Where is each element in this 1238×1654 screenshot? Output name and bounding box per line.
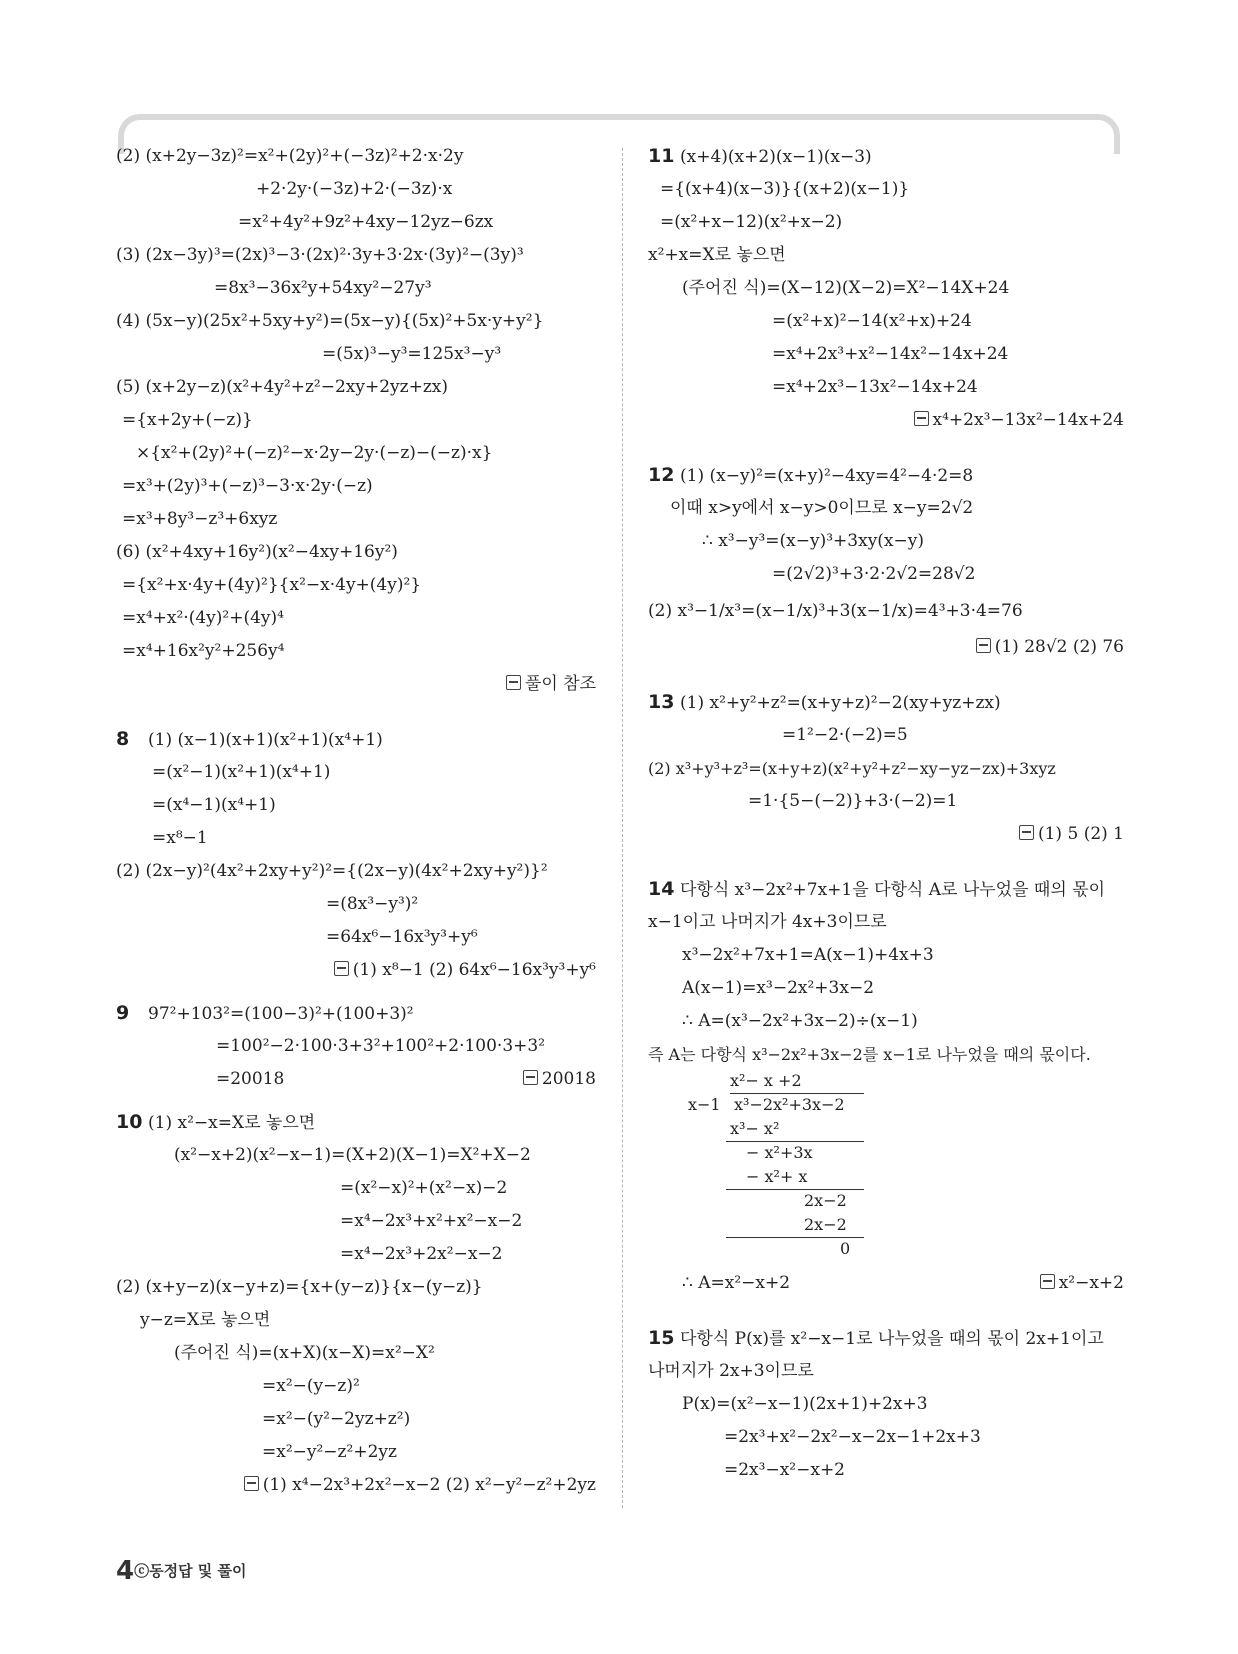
problem-number: 14 [648, 878, 675, 900]
p12-line: =(2√2)³+3·2·2√2=28√2 [772, 564, 976, 584]
p7-line: =x³+8y³−z³+6xyz [122, 509, 278, 529]
division-dividend: x³−2x²+3x−2 [734, 1095, 845, 1114]
division-step: − x²+ x [746, 1167, 808, 1186]
p7-line: (4) (5x−y)(25x²+5xy+y²)=(5x−y){(5x)²+5x·y+y²} [116, 311, 544, 331]
division-step: 2x−2 [804, 1191, 847, 1210]
p10-line: y−z=X로 놓으면 [140, 1310, 271, 1330]
p10-line: =(x²−x)²+(x²−x)−2 [340, 1178, 508, 1198]
p10-answer: (1) x⁴−2x³+2x²−x−2 (2) x²−y²−z²+2yz [116, 1469, 596, 1502]
division-divisor: x−1 [688, 1095, 721, 1114]
p14-line: x³−2x²+7x+1=A(x−1)+4x+3 [682, 945, 934, 965]
problem-number: 10 [116, 1111, 143, 1133]
p14-line: ∴ A=(x³−2x²+3x−2)÷(x−1) [682, 1011, 918, 1031]
p7-answer: 풀이 참조 [116, 668, 596, 701]
p14-line: x−1이고 나머지가 4x+3이므로 [648, 912, 887, 932]
p7-line: (2) (x+2y−3z)²=x²+(2y)²+(−3z)²+2·x·2y [116, 146, 464, 166]
p14-answer: x²−x+2 [1040, 1267, 1124, 1300]
p7-line: (3) (2x−3y)³=(2x)³−3·(2x)²·3y+3·2x·(3y)²−(3y)³ [116, 245, 524, 265]
p8-line: =x⁸−1 [152, 828, 208, 848]
p11-line: =(x²+x−12)(x²+x−2) [660, 212, 843, 232]
p11-line: ={(x+4)(x−3)}{(x+2)(x−1)} [660, 179, 910, 199]
p8-line: =(x²−1)(x²+1)(x⁴+1) [152, 762, 331, 782]
p8-line: 8 (1) (x−1)(x+1)(x²+1)(x⁴+1) [116, 723, 596, 756]
p14-line: ∴ A=x²−x+2 x²−x+2 [648, 1267, 1124, 1300]
p15-line: =2x³+x²−2x²−x−2x−1+2x+3 [724, 1427, 981, 1447]
p10-line: 10 (1) x²−x=X로 놓으면 [116, 1106, 596, 1139]
p9-line: 9 97²+103²=(100−3)²+(100+3)² [116, 997, 596, 1030]
p12-answer: (1) 28√2 (2) 76 [648, 631, 1124, 664]
p14-line: 14 다항식 x³−2x²+7x+1을 다항식 A로 나누었을 때의 몫이 [648, 873, 1124, 906]
division-remainder: 0 [840, 1239, 851, 1258]
p9-line: =20018 20018 [116, 1063, 596, 1096]
p13-answer: (1) 5 (2) 1 [648, 818, 1124, 851]
p8-line: =(x⁴−1)(x⁴+1) [152, 795, 276, 815]
division-quotient: x²− x +2 [730, 1071, 802, 1090]
long-division [688, 1071, 1124, 1267]
p12-line: (2) x³−1/x³=(x−1/x)³+3(x−1/x)=4³+3·4=76 [648, 601, 1023, 621]
p7-line: =x²+4y²+9z²+4xy−12yz−6zx [238, 212, 494, 232]
problem-number: 13 [648, 691, 675, 713]
division-rule [726, 1189, 864, 1190]
p11-line: =x⁴+2x³−13x²−14x+24 [772, 377, 978, 397]
division-step: − x²+3x [746, 1143, 813, 1162]
answer-icon [1019, 825, 1034, 840]
p11-line: 11 (x+4)(x+2)(x−1)(x−3) [648, 140, 1124, 173]
p8-line: (2) (2x−y)²(4x²+2xy+y²)²={(2x−y)(4x²+2xy+y²)}² [116, 861, 548, 881]
answer-icon [506, 675, 521, 690]
right-column [648, 140, 1124, 1487]
answer-icon [976, 638, 991, 653]
p7-line: (5) (x+2y−z)(x²+4y²+z²−2xy+2yz+zx) [116, 377, 449, 397]
p15-line: P(x)=(x²−x−1)(2x+1)+2x+3 [682, 1394, 928, 1414]
division-step: x³− x² [730, 1119, 780, 1138]
p13-line: 13 (1) x²+y²+z²=(x+y+z)²−2(xy+yz+zx) [648, 686, 1124, 719]
answer-icon [334, 961, 349, 976]
p15-line: 15 다항식 P(x)를 x²−x−1로 나누었을 때의 몫이 2x+1이고 [648, 1322, 1124, 1355]
p12-line: 이때 x>y에서 x−y>0이므로 x−y=2√2 [670, 498, 974, 518]
p12-line: 12 (1) (x−y)²=(x+y)²−4xy=4²−4·2=8 [648, 459, 1124, 492]
p13-line: (2) x³+y³+z³=(x+y+z)(x²+y²+z²−xy−yz−zx)+3xyz [648, 759, 1056, 778]
p11-line: x²+x=X로 놓으면 [648, 245, 786, 265]
p11-answer: x⁴+2x³−13x²−14x+24 [648, 404, 1124, 437]
p8-answer: (1) x⁸−1 (2) 64x⁶−16x³y³+y⁶ [116, 954, 596, 987]
page-number: 4 [116, 1556, 135, 1586]
p11-line: =x⁴+2x³+x²−14x²−14x+24 [772, 344, 1009, 364]
p9-answer: 20018 [523, 1063, 596, 1096]
p13-line: =1·{5−(−2)}+3·(−2)=1 [748, 791, 958, 811]
p10-line: (x²−x+2)(x²−x−1)=(X+2)(X−1)=X²+X−2 [174, 1145, 531, 1165]
p8-line: =(8x³−y³)² [326, 894, 419, 914]
problem-number: 8 [116, 728, 130, 750]
problem-number: 12 [648, 464, 675, 486]
p10-line: (2) (x+y−z)(x−y+z)={x+(y−z)}{x−(y−z)} [116, 1277, 483, 1297]
division-bar [730, 1093, 864, 1094]
p8-line: =64x⁶−16x³y³+y⁶ [326, 927, 478, 947]
p7-line: =x⁴+x²·(4y)²+(4y)⁴ [122, 608, 284, 628]
p10-line: =x²−(y²−2yz+z²) [262, 1409, 411, 1429]
p7-line: ={x²+x·4y+(4y)²}{x²−x·4y+(4y)²} [122, 575, 422, 595]
problem-number: 15 [648, 1327, 675, 1349]
division-rule [726, 1237, 864, 1238]
p10-line: =x⁴−2x³+2x²−x−2 [340, 1244, 503, 1264]
p11-line: (주어진 식)=(X−12)(X−2)=X²−14X+24 [682, 278, 1010, 298]
p7-line: =8x³−36x²y+54xy²−27y³ [214, 278, 432, 298]
answer-icon [523, 1070, 538, 1085]
p14-line: A(x−1)=x³−2x²+3x−2 [682, 978, 875, 998]
division-step: 2x−2 [804, 1215, 847, 1234]
p10-line: (주어진 식)=(x+X)(x−X)=x²−X² [174, 1343, 435, 1363]
p7-line: ={x+2y+(−z)} [122, 410, 253, 430]
problem-number: 9 [116, 1002, 130, 1024]
p7-line: ×{x²+(2y)²+(−z)²−x·2y−2y·(−z)−(−z)·x} [136, 443, 493, 463]
p7-line: =x³+(2y)³+(−z)³−3·x·2y·(−z) [122, 476, 373, 496]
p15-line: 나머지가 2x+3이므로 [648, 1361, 814, 1381]
division-rule [726, 1141, 864, 1142]
p7-line: +2·2y·(−3z)+2·(−3z)·x [256, 179, 453, 199]
p11-line: =(x²+x)²−14(x²+x)+24 [772, 311, 972, 331]
page-footer [116, 1556, 246, 1586]
p15-line: =2x³−x²−x+2 [724, 1460, 846, 1480]
column-divider [622, 148, 623, 1508]
footer-label: ⓒ동정답 및 풀이 [134, 1562, 247, 1580]
p9-line: =100²−2·100·3+3²+100²+2·100·3+3² [216, 1036, 546, 1056]
p7-line: (6) (x²+4xy+16y²)(x²−4xy+16y²) [116, 542, 398, 562]
p10-line: =x⁴−2x³+x²+x²−x−2 [340, 1211, 523, 1231]
p10-line: =x²−(y−z)² [262, 1376, 360, 1396]
p12-line: ∴ x³−y³=(x−y)³+3xy(x−y) [702, 531, 924, 551]
p7-line: =x⁴+16x²y²+256y⁴ [122, 641, 285, 661]
problem-number: 11 [648, 145, 675, 167]
answer-icon [1040, 1274, 1055, 1289]
p13-line: =1²−2·(−2)=5 [782, 725, 908, 745]
left-column [116, 140, 596, 1502]
p10-line: =x²−y²−z²+2yz [262, 1442, 397, 1462]
p7-line: =(5x)³−y³=125x³−y³ [322, 344, 502, 364]
answer-icon [914, 411, 929, 426]
p14-line: 즉 A는 다항식 x³−2x²+3x−2를 x−1로 나누었을 때의 몫이다. [648, 1045, 1091, 1064]
answer-icon [244, 1476, 259, 1491]
